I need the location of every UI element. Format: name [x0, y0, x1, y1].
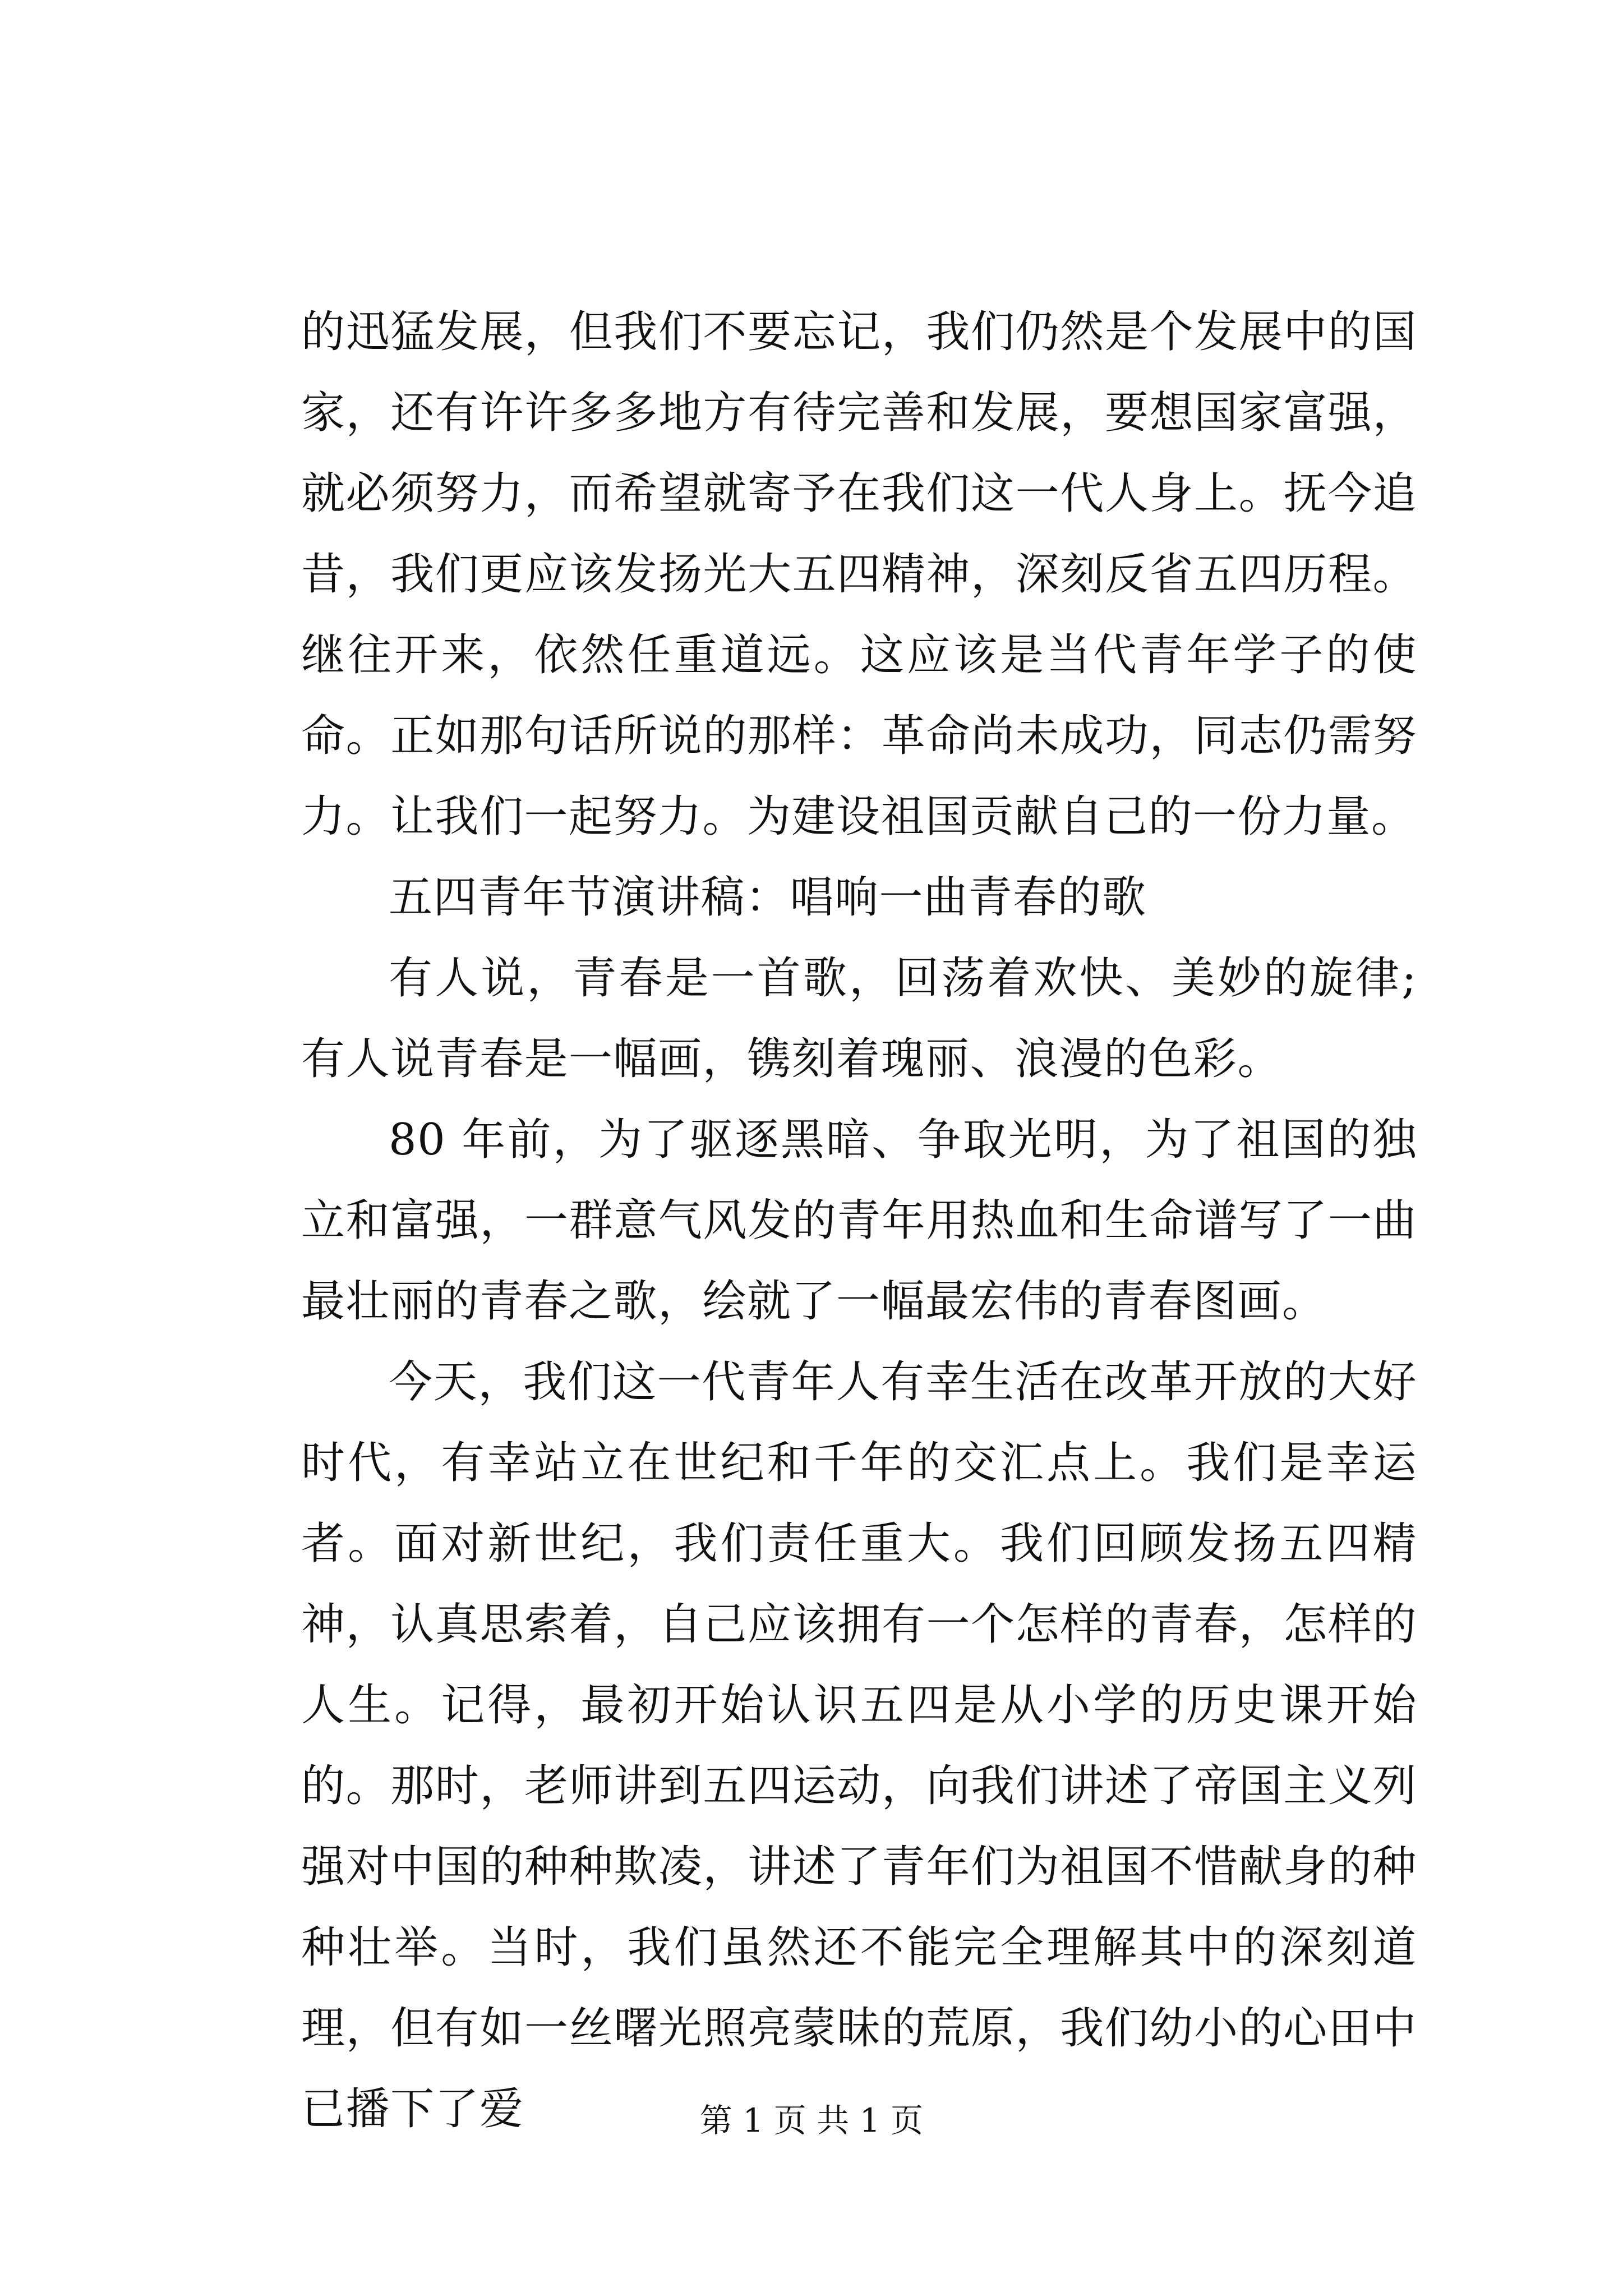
paragraph-youth-metaphor: 有人说，青春是一首歌，回荡着欢快、美妙的旋律;有人说青春是一幅画，镌刻着瑰丽、浪漫的色彩。 — [301, 953, 1417, 1084]
page-footer: 第 1 页 共 1 页 — [700, 2101, 923, 2139]
paragraph-today: 今天，我们这一代青年人有幸生活在改革开放的大好时代，有幸站立在世纪和千年的交汇点上。我们是幸运者。面对新世纪，我们责任重大。我们回顾发扬五四精神，认真思索着，自己应该拥有一个怎样的青春，怎样的人生。记得，最初开始认识五四是从小学的历史课开始的。那时，老师讲到五四运动，向我们讲述了帝国主义列强对中国的种种欺凌，讲述了青年们为祖国不惜献身的种种壮举。当时，我们虽然还不能完全理解其中的深刻道理，但有如一丝曙光照亮蒙昧的荒原，我们幼小的心田中已播下了爱 — [301, 1357, 1417, 2134]
paragraph-history: 80 年前，为了驱逐黑暗、争取光明，为了祖国的独立和富强，一群意气风发的青年用热血和生命谱写了一曲最壮丽的青春之歌，绘就了一幅最宏伟的青春图画。 — [301, 1115, 1417, 1327]
paragraph-continuation: 的迅猛发展，但我们不要忘记，我们仍然是个发展中的国家，还有许许多多地方有待完善和发展，要想国家富强，就必须努力，而希望就寄予在我们这一代人身上。抚今追昔，我们更应该发扬光大五四精神，深刻反省五四历程。继往开来，依然任重道远。这应该是当代青年学子的使命。正如那句话所说的那样：革命尚未成功，同志仍需努力。让我们一起努力。为建设祖国贡献自己的一份力量。 — [301, 307, 1417, 842]
section-heading: 五四青年节演讲稿：唱响一曲青春的歌 — [389, 872, 1147, 923]
document-body — [301, 292, 1417, 2150]
